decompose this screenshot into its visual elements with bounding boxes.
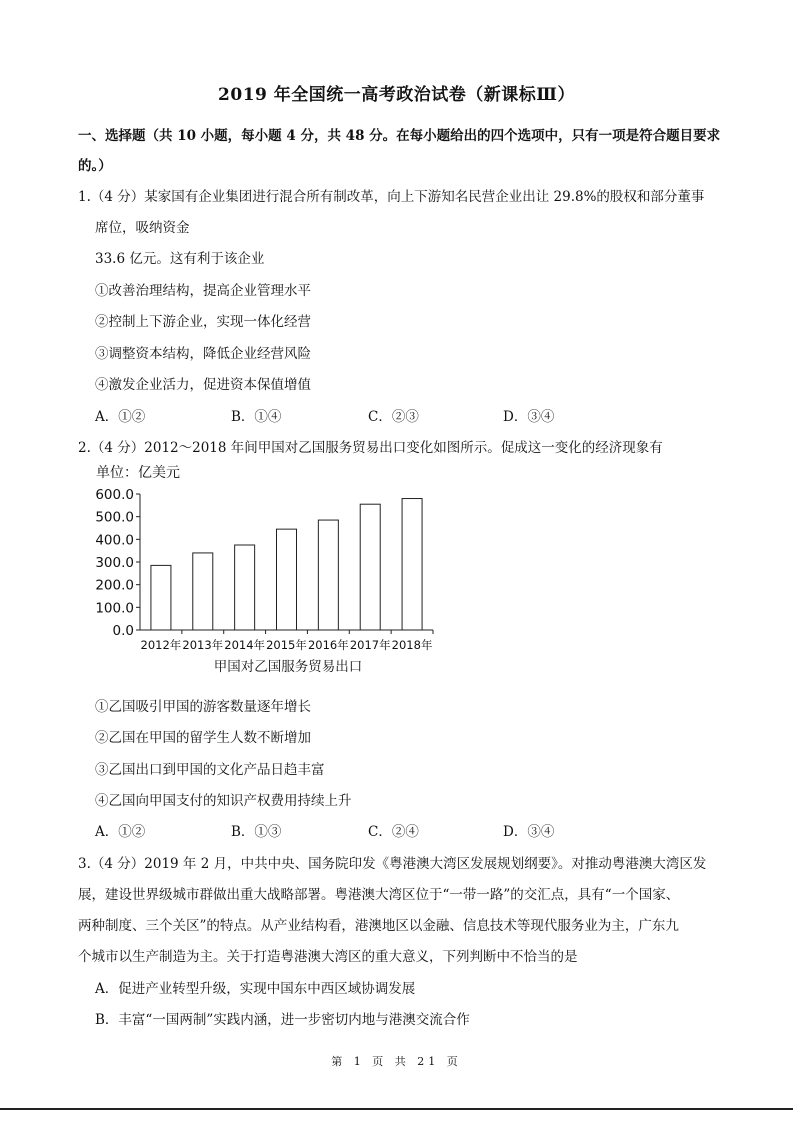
bar [193, 553, 213, 630]
page-title: 2019 年全国统一高考政治试卷（新课标Ⅲ） [218, 85, 575, 105]
bar [318, 520, 338, 630]
q3-stem-line: 3.（4 分）2019 年 2 月，中共中央、国务院印发《粤港澳大湾区发展规划纲要》。对推动粤港澳大湾区发 [78, 856, 707, 872]
footer-mid: 页 共 [372, 1055, 410, 1068]
bar [277, 529, 297, 630]
footer-suffix: 页 [446, 1055, 462, 1068]
q2-option-b[interactable]: B．①③ [231, 824, 282, 840]
bar-chart [90, 458, 470, 678]
x-tick-label: 2012年 [140, 638, 182, 652]
footer-page-number: 1 [353, 1055, 365, 1068]
q2-item: ④乙国向甲国支付的知识产权费用持续上升 [95, 793, 352, 809]
chart-unit-label: 单位：亿美元 [96, 465, 180, 481]
q2-option-c[interactable]: C．②④ [368, 824, 419, 840]
q2-stem: 2.（4 分）2012～2018 年间甲国对乙国服务贸易出口变化如图所示。促成这一变化的经济现象有 [78, 440, 663, 456]
x-tick-label: 2017年 [349, 638, 391, 652]
x-tick-label: 2014年 [224, 638, 266, 652]
q2-item: ②乙国在甲国的留学生人数不断增加 [95, 730, 311, 746]
x-tick-label: 2016年 [307, 638, 349, 652]
q3-stem-line: 展，建设世界级城市群做出重大战略部署。粤港澳大湾区位于“一带一路”的交汇点，具有“一个国家、 [78, 887, 680, 903]
q2-option-a[interactable]: A．①② [95, 824, 146, 840]
q1-stem-line3: 33.6 亿元。这有利于该企业 [95, 251, 265, 267]
section-heading: 一、选择题（共 10 小题，每小题 4 分，共 48 分。在每小题给出的四个选项中，只有一项是符合题目要求的。） [78, 128, 721, 174]
q1-item: ①改善治理结构，提高企业管理水平 [95, 283, 311, 299]
q1-option-c[interactable]: C．②③ [368, 409, 419, 425]
q1-option-d[interactable]: D．③④ [503, 409, 555, 425]
bar [360, 504, 380, 630]
q3-option-b[interactable]: B．丰富“一国两制”实践内涵，进一步密切内地与港澳交流合作 [95, 1012, 470, 1028]
y-tick-label: 100.0 [95, 600, 134, 617]
x-tick-label: 2018年 [391, 638, 433, 652]
q1-option-a[interactable]: A．①② [95, 409, 146, 425]
y-tick-label: 600.0 [95, 487, 134, 503]
y-tick-label: 0.0 [112, 623, 134, 639]
y-tick-label: 400.0 [95, 532, 134, 549]
q1-stem-line1: 1.（4 分）某家国有企业集团进行混合所有制改革，向上下游知名民营企业出让 29.8%的股权和部分董事 [78, 189, 705, 205]
q2-item: ①乙国吸引甲国的游客数量逐年增长 [95, 699, 311, 715]
q1-stem-line2: 席位，吸纳资金 [95, 220, 190, 236]
page-footer [0, 1053, 793, 1069]
x-tick-label: 2015年 [266, 638, 307, 652]
y-tick-label: 300.0 [95, 555, 134, 571]
q2-option-d[interactable]: D．③④ [503, 824, 555, 840]
bottom-rule [0, 1108, 793, 1110]
footer-page-total: 21 [417, 1055, 440, 1068]
y-tick-label: 500.0 [95, 509, 134, 526]
footer-prefix: 第 [331, 1055, 347, 1068]
q1-item: ③调整资本结构，降低企业经营风险 [95, 346, 311, 362]
bar [151, 565, 171, 630]
q1-option-b[interactable]: B．①④ [231, 409, 282, 425]
q3-stem-line: 个城市以生产制造为主。关于打造粤港澳大湾区的重大意义，下列判断中不恰当的是 [78, 949, 578, 965]
q3-option-a[interactable]: A．促进产业转型升级，实现中国东中西区域协调发展 [95, 981, 416, 997]
bar [402, 499, 422, 630]
x-tick-label: 2013年 [182, 638, 224, 652]
chart-title: 甲国对乙国服务贸易出口 [213, 659, 363, 675]
q1-item: ②控制上下游企业，实现一体化经营 [95, 314, 311, 330]
q1-item: ④激发企业活力，促进资本保值增值 [95, 377, 311, 393]
bar [235, 545, 255, 630]
y-tick-label: 200.0 [95, 577, 134, 594]
q2-item: ③乙国出口到甲国的文化产品日趋丰富 [95, 762, 325, 778]
q3-stem-line: 两种制度、三个关区”的特点。从产业结构看，港澳地区以金融、信息技术等现代服务业为主，广东九 [78, 918, 679, 934]
